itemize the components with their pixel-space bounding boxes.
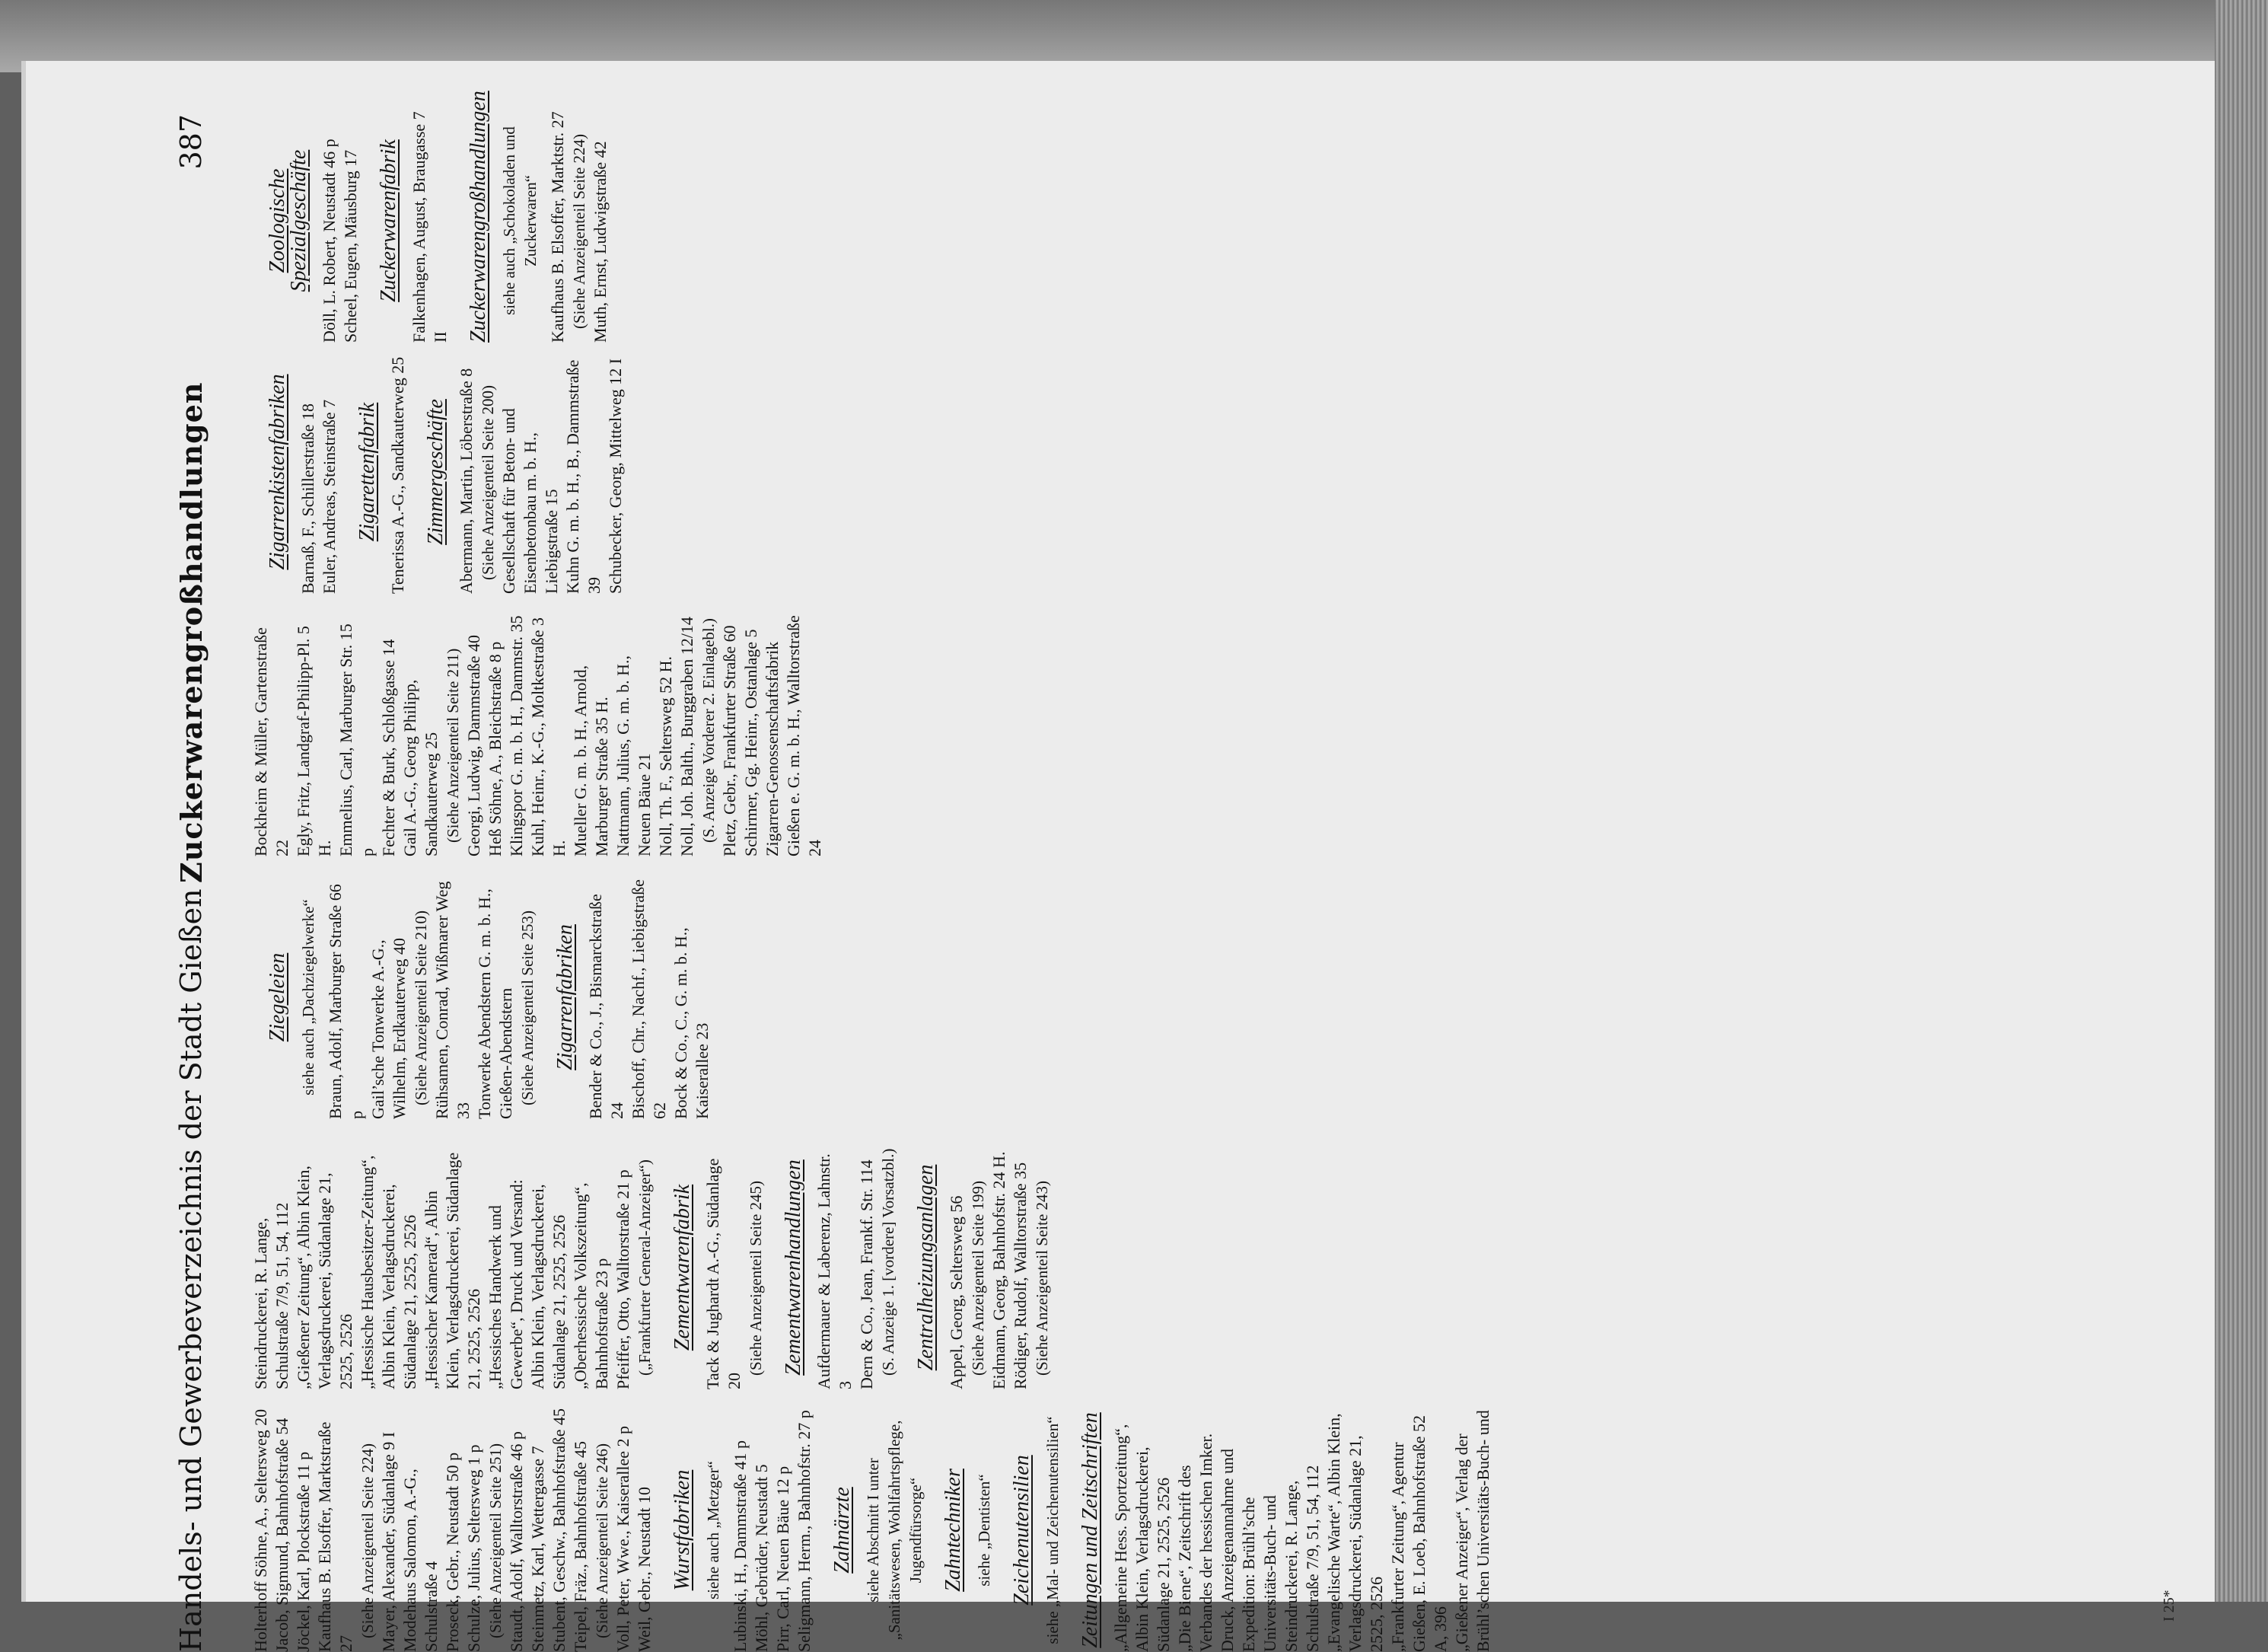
directory-entry: „Die Biene“, Zeitschrift des Verbandes der hessischen Imker. Druck, Anzeigenannahme und Expedition: Brühl’sche Universitäts-Buch- und Steindruckerei, R. Lange, Schulstraße 7/9, 51, 54, 112 [1175, 1433, 1322, 1652]
directory-entry: Seligmann, Herm., Bahnhofstr. 27 p [795, 1410, 814, 1652]
directory-entry: Klingspor G. m. b. H., Dammstr. 35 [507, 615, 526, 856]
directory-entry: Voll, Peter, Wwe., Kaiserallee 2 p [613, 1425, 632, 1652]
page-sheet [21, 61, 2233, 1652]
column-2 [250, 1146, 1674, 1389]
directory-entry: Schulze, Julius, Seltersweg 1 p [464, 1444, 483, 1652]
directory-entry: Mueller G. m. b. H., Arnold, Marburger Straße 35 H. [571, 665, 611, 856]
signature-mark: I 25* [2161, 1590, 2177, 1622]
directory-entry: (Siehe Anzeigenteil Seite 224) [358, 1443, 377, 1638]
directory-entry: Euler, Andreas, Steinstraße 7 [320, 399, 339, 594]
cross-reference: siehe „Mal- und Zeichenutensilien“ [1043, 1416, 1062, 1644]
directory-entry: Möhl, Gebrüder, Neustadt 5 [752, 1464, 771, 1652]
directory-entry: Appel, Georg, Seltersweg 56 [947, 1195, 966, 1389]
directory-entry: Kuhn G. m. b. H., B., Dammstraße 39 [563, 359, 604, 594]
directory-entry: („Frankfurter General-Anzeiger“) [635, 1159, 654, 1376]
directory-entry: Kuhl, Heinr., K.-G., Moltkestraße 3 H. [528, 617, 569, 856]
directory-entry: „Allgemeine Hess. Sportzeitung“, Albin Klein, Verlagsdruckerei, Südanlage 21, 2525, 2526 [1111, 1424, 1173, 1652]
section-heading: Zeichenutensilien [1010, 1455, 1034, 1606]
directory-entry: Tenerissa A.-G., Sandkauterweg 25 [388, 356, 407, 594]
section-heading: Zentralheizungsanlagen [914, 1164, 938, 1371]
directory-entry: Jacob, Sigmund, Bahnhofstraße 54 [272, 1418, 291, 1652]
directory-entry: (Siehe Anzeigenteil Seite 211) [444, 648, 462, 843]
directory-entry: Schirmer, Gg. Heinr., Ostanlage 5 [741, 629, 760, 856]
directory-entry: Abermann, Martin, Löberstraße 8 [457, 368, 476, 594]
cross-reference: siehe „Dentisten“ [975, 1474, 993, 1587]
section-heading: Wurstfabriken [671, 1469, 694, 1591]
directory-entry: Muth, Ernst, Ludwigstraße 42 [591, 141, 610, 343]
directory-entry: Lubinski, H., Dammstraße 41 p [731, 1440, 750, 1652]
directory-entry: „Hessischer Kamerad“, Albin Klein, Verlagsdruckerei, Südanlage 21, 2525, 2526 [422, 1152, 483, 1389]
column-5 [250, 350, 1674, 594]
directory-entry: (Siehe Anzeigenteil Seite 200) [479, 384, 497, 580]
section-heading: Zementwarenfabrik [671, 1184, 694, 1351]
directory-entry: Tack & Jughardt A.-G., Südanlage 20 [703, 1158, 744, 1389]
directory-entry: Bischoff, Chr., Nachf., Liebigstraße 62 [629, 879, 669, 1119]
directory-entry: Teipel, Fräz., Bahnhofstraße 45 [571, 1440, 590, 1652]
directory-entry: (Siehe Anzeigenteil Seite 224) [570, 133, 588, 329]
running-header [174, 99, 228, 1652]
directory-entry: Pletz, Gebr., Frankfurter Straße 60 [720, 625, 739, 856]
directory-entry: Fechter & Burk, Schloßgasse 14 [379, 639, 398, 856]
directory-entry: Egly, Fritz, Landgraf-Philipp-Pl. 5 H. [294, 626, 334, 856]
page-number: 387 [174, 114, 208, 170]
directory-entry: Jöckel, Karl, Plockstraße 11 p [294, 1451, 313, 1652]
directory-entry: „Hessisches Handwerk und Gewerbe“, Druck und Versand: Albin Klein, Verlagsdruckerei, Südanlage 21, 2525, 2526 [486, 1179, 569, 1389]
directory-entry: Pfeiffer, Otto, Walltorstraße 21 p [613, 1169, 632, 1389]
directory-entry: Gesellschaft für Beton- und Eisenbetonbau m. b. H., Liebigstraße 15 [499, 408, 561, 594]
header-left-title: Handels- und Gewerbeverzeichnis der Stadt Gießen [174, 888, 208, 1652]
directory-entry: Tonwerke Abendstern G. m. b. H., Gießen-Abendstern [475, 888, 515, 1119]
directory-entry: Noll, Joh. Balth., Burggraben 12/14 [677, 617, 696, 856]
cross-reference: siehe auch „Schokoladen und Zuckerwaren“ [500, 126, 540, 315]
directory-entry: Schubecker, Georg, Mittelweg 12 I [606, 358, 625, 594]
section-heading: Zoologische Spezialgeschäfte [266, 149, 311, 292]
book-fore-edge [2215, 0, 2268, 1602]
directory-entry: Bender & Co., J., Bismarckstraße 24 [586, 894, 626, 1119]
directory-entry: Steindruckerei, R. Lange, Schulstraße 7/9, 51, 54, 112 [251, 1202, 291, 1389]
directory-entry: Mayer, Alexander, Südanlage 9 I [379, 1431, 398, 1652]
directory-entry: (Siehe Anzeigenteil Seite 243) [1033, 1180, 1051, 1376]
directory-entry: „Gießener Anzeiger“, Verlag der Brühl’schen Universitäts-Buch- und [1452, 1410, 1492, 1652]
directory-entry: „Gießener Zeitung“, Albin Klein, Verlagsdruckerei, Südanlage 21, 2525, 2526 [294, 1166, 355, 1389]
directory-entry: (Siehe Anzeigenteil Seite 246) [593, 1443, 611, 1638]
directory-entry: Modehaus Salomon, A.-G., Schulstraße 4 [400, 1469, 441, 1652]
rotated-text-area [87, 91, 2263, 1652]
directory-entry: Dern & Co., Jean, Frankf. Str. 114 [857, 1159, 876, 1389]
directory-entry: Heß Söhne, A., Bleichstraße 8 p [486, 641, 505, 856]
directory-entry: Proseck, Gebr., Neustadt 50 p [443, 1452, 462, 1652]
directory-entry: Staudt, Adolf, Walltorstraße 46 p [507, 1431, 526, 1652]
directory-entry: Emmelius, Carl, Marburger Str. 15 p [336, 623, 377, 856]
directory-entry: (Siehe Anzeigenteil Seite 253) [518, 910, 537, 1105]
directory-entry: Zigarren-Genossenschaftsfabrik Gießen e. G. m. b. H., Walltorstraße 24 [763, 615, 824, 856]
column-4 [250, 613, 1674, 856]
directory-entry: Steinmetz, Karl, Wettergasse 7 [528, 1446, 547, 1652]
section-heading: Ziegeleien [266, 952, 289, 1042]
directory-entry: (S. Anzeige 1. [vordere] Vorsatzbl.) [879, 1148, 897, 1376]
directory-entry: Bockheim & Müller, Gartenstraße 22 [251, 627, 291, 856]
header-right-title: Zuckerwarengroßhandlungen [174, 381, 209, 883]
cross-reference: siehe auch „Dachziegelwerke“ [299, 899, 317, 1095]
directory-entry: Aufdermauer & Laberenz, Lahnstr. 3 [814, 1153, 855, 1389]
directory-entry: Rühsamen, Conrad, Wißmarer Weg 33 [432, 881, 473, 1119]
directory-entry: Georgi, Ludwig, Dammstraße 40 [464, 634, 483, 856]
directory-entry: Döll, L. Robert, Neustadt 46 p [320, 139, 339, 343]
directory-entry: Gail A.-G., Georg Philipp, Sandkauterweg 25 [400, 679, 441, 856]
section-heading: Zigarrenkistenfabriken [266, 374, 289, 570]
section-heading: Zahnärzte [830, 1487, 854, 1574]
directory-entry: Noll, Th. F., Seltersweg 52 H. [656, 655, 675, 856]
directory-entry: Bock & Co., C., G. m. b. H., Kaiserallee 23 [671, 927, 712, 1119]
column-3 [250, 875, 1674, 1119]
directory-entry: (Siehe Anzeigenteil Seite 210) [412, 910, 430, 1105]
section-heading: Zahntechniker [941, 1469, 965, 1592]
directory-entry: (Siehe Anzeigenteil Seite 251) [486, 1443, 505, 1638]
directory-entry: (Siehe Anzeigenteil Seite 199) [969, 1180, 987, 1376]
directory-entry: Pirr, Carl, Neuen Bäue 12 p [773, 1465, 792, 1652]
directory-entry: „Hessische Hausbesitzer-Zeitung“, Albin Klein, Verlagsdruckerei, Südanlage 21, 2525, 2526 [358, 1155, 419, 1389]
directory-entry: Kaufhaus B. Elsoffer, Marktstraße 27 [315, 1421, 355, 1652]
directory-entry: Scheel, Eugen, Mäusburg 17 [341, 149, 360, 343]
directory-entry: Gail’sche Tonwerke A.-G., Wilhelm, Erdkauterweg 40 [368, 938, 409, 1119]
directory-entry: Barnaß, F., Schillerstraße 18 [298, 403, 317, 594]
section-heading: Zementwarenhandlungen [782, 1159, 805, 1376]
directory-entry: Falkenhagen, August, Braugasse 7 II [409, 111, 450, 343]
column-1 [250, 1408, 1674, 1652]
section-heading: Zeitungen und Zeitschriften [1078, 1412, 1102, 1648]
section-heading: Zigarettenfabrik [355, 402, 379, 542]
directory-entry: Holterhoff Söhne, A., Seltersweg 20 [251, 1408, 270, 1652]
cross-reference: siehe auch „Metzger“ [704, 1461, 722, 1599]
directory-entry: Stubent, Geschw., Bahnhofstraße 45 [549, 1408, 569, 1652]
directory-entry: Rödiger, Rudolf, Walltorstraße 35 [1011, 1162, 1030, 1389]
directory-entry: (Siehe Anzeigenteil Seite 245) [747, 1180, 765, 1376]
directory-entry: Braun, Adolf, Marburger Straße 66 p [326, 884, 366, 1119]
directory-entry: Eidmann, Georg, Bahnhofstr. 24 H. [989, 1151, 1008, 1389]
section-heading: Zuckerwarengroßhandlungen [467, 91, 490, 343]
section-heading: Zigarrenfabriken [553, 924, 577, 1070]
directory-entry: Kaufhaus B. Elsoffer, Marktstr. 27 [548, 111, 567, 343]
directory-entry: (S. Anzeige Vorderer 2. Einlagebl.) [699, 618, 718, 843]
directory-entry: „Evangelische Warte“, Albin Klein, Verlagsdruckerei, Südanlage 21, 2525, 2526 [1324, 1413, 1386, 1652]
section-heading: Zuckerwarenfabrik [377, 139, 400, 302]
directory-entry: Weil, Gebr., Neustadt 10 [635, 1487, 654, 1652]
directory-entry: „Oberhessische Volkszeitung“, Bahnhofstraße 23 p [571, 1182, 611, 1389]
directory-entry: Nattmann, Julius, G. m. b. H., Neuen Bäue 21 [613, 655, 654, 856]
header-rule [247, 99, 248, 1652]
directory-entry: „Frankfurter Zeitung“, Agentur Gießen, E. Loeb, Bahnhofstraße 52 A, 396 [1388, 1415, 1450, 1652]
section-heading: Zimmergeschäfte [424, 399, 448, 545]
column-6 [250, 91, 1674, 343]
cross-reference: siehe Abschnitt I unter „Sanitätswesen, Wohlfahrtspflege, Jugendfürsorge“ [864, 1420, 925, 1641]
